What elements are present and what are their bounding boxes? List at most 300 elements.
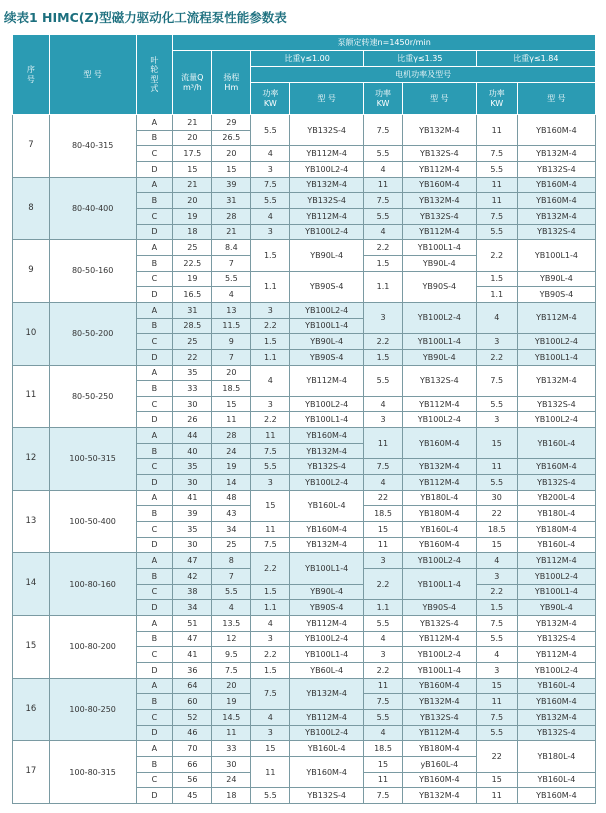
motor-model-2: YB160M-4 [403,678,477,694]
motor-power-1: 1.5 [251,334,290,350]
table-row [13,115,596,131]
page-title: 续表1 HIMC(Z)型磁力驱动化工流程泵性能参数表 [4,10,287,25]
motor-model-1: YB160M-4 [290,756,364,787]
motor-model-3: YB112M-4 [517,647,595,663]
motor-model-3: YB132S-4 [517,631,595,647]
motor-model-3: YB180M-4 [517,522,595,538]
motor-power-3: 15 [476,428,517,459]
motor-power-3: 5.5 [476,161,517,177]
flow-value: 17.5 [173,146,212,162]
impeller-type: B [136,130,173,146]
motor-model-3: YB132S-4 [517,725,595,741]
flow-value: 40 [173,443,212,459]
motor-model-1: YB90S-4 [290,600,364,616]
impeller-type: D [136,287,173,303]
flow-value: 47 [173,631,212,647]
flow-value: 30 [173,537,212,553]
pump-group-7 [13,115,596,178]
impeller-type: A [136,490,173,506]
motor-model-1: YB112M-4 [290,616,364,632]
motor-model-2: YB132M-4 [403,694,477,710]
motor-model-2: YB100L1-4 [403,334,477,350]
pump-parameter-table [12,34,596,804]
motor-power-2: 22 [364,490,403,506]
motor-model-3: YB132S-4 [517,224,595,240]
motor-power-3: 22 [476,506,517,522]
head-value: 25 [212,537,251,553]
motor-model-3: YB100L2-4 [517,569,595,585]
motor-power-1: 15 [251,741,290,757]
motor-model-1: YB160L-4 [290,741,364,757]
motor-power-3: 4 [476,647,517,663]
flow-value: 45 [173,788,212,804]
pump-model: 100-80-250 [49,678,136,741]
motor-model-3: YB90L-4 [517,600,595,616]
head-value: 20 [212,365,251,381]
motor-power-3: 11 [476,459,517,475]
flow-value: 41 [173,490,212,506]
motor-power-3: 7.5 [476,208,517,224]
pump-group-16 [13,678,596,741]
motor-power-2: 5.5 [364,365,403,396]
motor-power-1: 2.2 [251,647,290,663]
motor-model-2: YB132M-4 [403,788,477,804]
motor-model-1: YB112M-4 [290,365,364,396]
flow-value: 28.5 [173,318,212,334]
motor-power-3: 2.2 [476,240,517,271]
motor-power-1: 5.5 [251,788,290,804]
motor-model-1: YB112M-4 [290,146,364,162]
motor-model-3: YB132M-4 [517,616,595,632]
motor-power-2: 5.5 [364,146,403,162]
motor-power-1: 2.2 [251,553,290,584]
table-row [13,553,596,569]
motor-model-1: YB160L-4 [290,490,364,521]
impeller-type: D [136,224,173,240]
pump-group-15 [13,616,596,679]
motor-model-3: YB180L-4 [517,741,595,772]
motor-model-2: YB160L-4 [403,522,477,538]
head-value: 24 [212,443,251,459]
motor-power-3: 1.5 [476,600,517,616]
motor-model-1: YB132S-4 [290,459,364,475]
head-value: 9 [212,334,251,350]
motor-model-3: YB160M-4 [517,788,595,804]
table-row [13,678,596,694]
flow-value: 42 [173,569,212,585]
motor-power-3: 3 [476,662,517,678]
motor-power-2: 7.5 [364,115,403,146]
seq-number: 10 [13,302,50,365]
flow-value: 30 [173,396,212,412]
pump-group-14 [13,553,596,616]
flow-value: 31 [173,302,212,318]
motor-power-1: 3 [251,224,290,240]
pump-group-13 [13,490,596,553]
motor-model-3: YB160M-4 [517,115,595,146]
head-value: 15 [212,161,251,177]
flow-value: 34 [173,600,212,616]
impeller-type: A [136,302,173,318]
motor-power-2: 2.2 [364,334,403,350]
motor-model-3: YB132M-4 [517,146,595,162]
motor-model-3: YB100L2-4 [517,412,595,428]
pump-model: 80-40-400 [49,177,136,240]
flow-value: 70 [173,741,212,757]
table-row [13,302,596,318]
motor-model-1: YB132S-4 [290,788,364,804]
motor-model-1: YB90S-4 [290,349,364,365]
motor-model-2: YB100L1-4 [403,662,477,678]
flow-value: 20 [173,130,212,146]
motor-power-2: 4 [364,631,403,647]
head-value: 4 [212,600,251,616]
table-row [13,428,596,444]
motor-model-1: YB90L-4 [290,584,364,600]
head-value: 29 [212,115,251,131]
motor-power-3: 5.5 [476,475,517,491]
flow-value: 30 [173,475,212,491]
flow-value: 52 [173,709,212,725]
head-value: 7 [212,255,251,271]
motor-model-3: YB160M-4 [517,177,595,193]
motor-model-2: YB112M-4 [403,725,477,741]
head-value: 18.5 [212,381,251,397]
motor-model-2: YB180M-4 [403,506,477,522]
motor-power-3: 1.1 [476,287,517,303]
impeller-type: D [136,475,173,491]
header-model: 型 号 [49,35,136,115]
table-row [13,490,596,506]
motor-power-3: 11 [476,193,517,209]
motor-power-1: 4 [251,365,290,396]
motor-power-1: 1.5 [251,240,290,271]
flow-value: 21 [173,177,212,193]
motor-power-2: 18.5 [364,741,403,757]
impeller-type: D [136,161,173,177]
motor-power-1: 1.5 [251,584,290,600]
header-power-3: 功率 KW [476,83,517,115]
header-motor-model-1: 型 号 [290,83,364,115]
impeller-type: D [136,788,173,804]
head-value: 24 [212,772,251,788]
flow-value: 39 [173,506,212,522]
motor-model-2: YB180M-4 [403,741,477,757]
seq-number: 11 [13,365,50,428]
motor-power-3: 2.2 [476,584,517,600]
motor-model-1: YB132M-4 [290,678,364,709]
motor-model-1: YB60L-4 [290,662,364,678]
head-value: 9.5 [212,647,251,663]
motor-power-1: 1.1 [251,271,290,302]
motor-power-2: 5.5 [364,616,403,632]
head-value: 7 [212,569,251,585]
flow-value: 25 [173,334,212,350]
seq-number: 16 [13,678,50,741]
pump-group-12 [13,428,596,491]
motor-model-1: YB90L-4 [290,334,364,350]
motor-model-3: YB132M-4 [517,365,595,396]
motor-model-2: YB100L2-4 [403,412,477,428]
head-value: 48 [212,490,251,506]
pump-group-10 [13,302,596,365]
motor-power-1: 7.5 [251,177,290,193]
impeller-type: C [136,396,173,412]
motor-model-2: YB132M-4 [403,193,477,209]
motor-model-1: YB160M-4 [290,428,364,444]
motor-model-2: YB132S-4 [403,146,477,162]
motor-power-1: 2.2 [251,412,290,428]
motor-power-3: 7.5 [476,709,517,725]
motor-power-1: 11 [251,428,290,444]
motor-power-2: 11 [364,772,403,788]
motor-model-3: YB132M-4 [517,208,595,224]
pump-model: 100-50-315 [49,428,136,491]
motor-power-2: 4 [364,396,403,412]
pump-group-11 [13,365,596,428]
motor-model-2: YB100L2-4 [403,302,477,333]
motor-model-2: YB132S-4 [403,208,477,224]
motor-model-2: YB160M-4 [403,428,477,459]
motor-model-2: YB100L1-4 [403,569,477,600]
motor-power-3: 1.5 [476,271,517,287]
seq-number: 13 [13,490,50,553]
motor-power-3: 5.5 [476,396,517,412]
head-value: 19 [212,694,251,710]
pump-group-17 [13,741,596,804]
motor-model-3: YB112M-4 [517,302,595,333]
motor-power-1: 5.5 [251,115,290,146]
head-value: 26.5 [212,130,251,146]
motor-power-2: 3 [364,647,403,663]
motor-model-1: YB100L1-4 [290,553,364,584]
impeller-type: C [136,208,173,224]
motor-model-2: yB160L-4 [403,756,477,772]
header-rated-speed: 泵额定转速n=1450r/min [173,35,596,51]
motor-model-1: YB100L1-4 [290,412,364,428]
motor-power-3: 30 [476,490,517,506]
impeller-type: A [136,428,173,444]
flow-value: 16.5 [173,287,212,303]
head-value: 28 [212,428,251,444]
motor-model-2: YB100L2-4 [403,553,477,569]
motor-power-3: 3 [476,569,517,585]
motor-power-2: 18.5 [364,506,403,522]
motor-power-2: 1.1 [364,271,403,302]
header-power-1: 功率 KW [251,83,290,115]
motor-power-1: 2.2 [251,318,290,334]
pump-model: 80-50-160 [49,240,136,303]
motor-model-2: YB132S-4 [403,709,477,725]
motor-power-1: 3 [251,475,290,491]
header-head: 扬程 Hm [212,51,251,115]
motor-model-2: YB160M-4 [403,177,477,193]
motor-power-2: 1.5 [364,255,403,271]
impeller-type: B [136,694,173,710]
motor-power-1: 5.5 [251,459,290,475]
head-value: 21 [212,224,251,240]
motor-model-2: YB100L1-4 [403,240,477,256]
motor-power-3: 3 [476,334,517,350]
motor-power-3: 11 [476,788,517,804]
motor-power-1: 4 [251,616,290,632]
motor-power-1: 4 [251,709,290,725]
motor-model-1: YB90L-4 [290,240,364,271]
motor-power-2: 1.1 [364,600,403,616]
impeller-type: C [136,647,173,663]
motor-power-1: 4 [251,208,290,224]
motor-power-1: 3 [251,631,290,647]
motor-power-3: 7.5 [476,365,517,396]
motor-model-3: YB90L-4 [517,271,595,287]
motor-power-2: 5.5 [364,709,403,725]
header-power-2: 功率 KW [364,83,403,115]
impeller-type: C [136,146,173,162]
motor-model-2: YB112M-4 [403,161,477,177]
motor-model-3: YB100L2-4 [517,662,595,678]
motor-power-1: 7.5 [251,678,290,709]
motor-model-2: YB132S-4 [403,616,477,632]
header-motor-model-3: 型 号 [517,83,595,115]
flow-value: 18 [173,224,212,240]
motor-power-2: 11 [364,537,403,553]
flow-value: 21 [173,115,212,131]
head-value: 31 [212,193,251,209]
motor-power-2: 15 [364,522,403,538]
header-motor-model-2: 型 号 [403,83,477,115]
motor-power-2: 4 [364,475,403,491]
motor-power-1: 11 [251,522,290,538]
motor-model-3: YB160L-4 [517,678,595,694]
impeller-type: B [136,443,173,459]
flow-value: 20 [173,193,212,209]
motor-power-3: 3 [476,412,517,428]
header-seq: 序 号 [13,35,50,115]
motor-model-3: YB132S-4 [517,475,595,491]
flow-value: 38 [173,584,212,600]
impeller-type: D [136,725,173,741]
motor-power-2: 7.5 [364,694,403,710]
head-value: 8.4 [212,240,251,256]
motor-model-1: YB100L1-4 [290,647,364,663]
motor-power-1: 3 [251,161,290,177]
flow-value: 19 [173,271,212,287]
motor-model-1: YB90S-4 [290,271,364,302]
impeller-type: D [136,412,173,428]
head-value: 5.5 [212,584,251,600]
motor-power-1: 7.5 [251,537,290,553]
motor-power-1: 5.5 [251,193,290,209]
table-row [13,240,596,256]
motor-power-1: 1.1 [251,600,290,616]
head-value: 7 [212,349,251,365]
motor-model-1: YB160M-4 [290,522,364,538]
motor-power-1: 3 [251,725,290,741]
motor-model-3: YB132M-4 [517,709,595,725]
motor-power-3: 15 [476,678,517,694]
head-value: 39 [212,177,251,193]
motor-power-2: 4 [364,725,403,741]
seq-number: 7 [13,115,50,178]
motor-model-1: YB112M-4 [290,208,364,224]
flow-value: 35 [173,522,212,538]
motor-power-2: 15 [364,756,403,772]
flow-value: 36 [173,662,212,678]
head-value: 7.5 [212,662,251,678]
motor-power-3: 11 [476,694,517,710]
motor-power-2: 3 [364,553,403,569]
table-row [13,177,596,193]
motor-model-2: YB100L2-4 [403,647,477,663]
motor-power-1: 1.5 [251,662,290,678]
motor-power-3: 5.5 [476,631,517,647]
impeller-type: A [136,240,173,256]
impeller-type: B [136,193,173,209]
motor-model-1: YB100L2-4 [290,224,364,240]
motor-power-2: 5.5 [364,208,403,224]
table-header [13,35,596,115]
flow-value: 51 [173,616,212,632]
motor-model-1: YB132S-4 [290,115,364,146]
impeller-type: A [136,553,173,569]
head-value: 20 [212,146,251,162]
impeller-type: C [136,459,173,475]
motor-model-1: YB100L2-4 [290,161,364,177]
impeller-type: B [136,381,173,397]
motor-power-1: 3 [251,396,290,412]
impeller-type: B [136,569,173,585]
motor-power-3: 4 [476,553,517,569]
impeller-type: C [136,522,173,538]
motor-model-2: YB90L-4 [403,349,477,365]
motor-power-3: 7.5 [476,146,517,162]
motor-model-2: YB132M-4 [403,459,477,475]
impeller-type: A [136,177,173,193]
flow-value: 19 [173,208,212,224]
impeller-type: C [136,709,173,725]
head-value: 43 [212,506,251,522]
motor-model-1: YB132M-4 [290,177,364,193]
motor-power-2: 11 [364,428,403,459]
pump-group-8 [13,177,596,240]
motor-power-2: 2.2 [364,662,403,678]
motor-model-3: YB180L-4 [517,506,595,522]
motor-power-3: 18.5 [476,522,517,538]
pump-model: 80-40-315 [49,115,136,178]
head-value: 13 [212,302,251,318]
head-value: 28 [212,208,251,224]
motor-model-2: YB160M-4 [403,537,477,553]
pump-model: 100-80-160 [49,553,136,616]
pump-model: 80-50-200 [49,302,136,365]
seq-number: 8 [13,177,50,240]
motor-power-2: 7.5 [364,193,403,209]
motor-model-3: YB160L-4 [517,428,595,459]
motor-model-1: YB100L2-4 [290,631,364,647]
head-value: 12 [212,631,251,647]
motor-power-2: 7.5 [364,459,403,475]
motor-model-2: YB112M-4 [403,224,477,240]
motor-power-1: 7.5 [251,443,290,459]
flow-value: 60 [173,694,212,710]
head-value: 13.5 [212,616,251,632]
motor-model-2: YB112M-4 [403,396,477,412]
impeller-type: D [136,537,173,553]
motor-model-3: YB100L1-4 [517,349,595,365]
flow-value: 15 [173,161,212,177]
motor-model-2: YB180L-4 [403,490,477,506]
head-value: 33 [212,741,251,757]
